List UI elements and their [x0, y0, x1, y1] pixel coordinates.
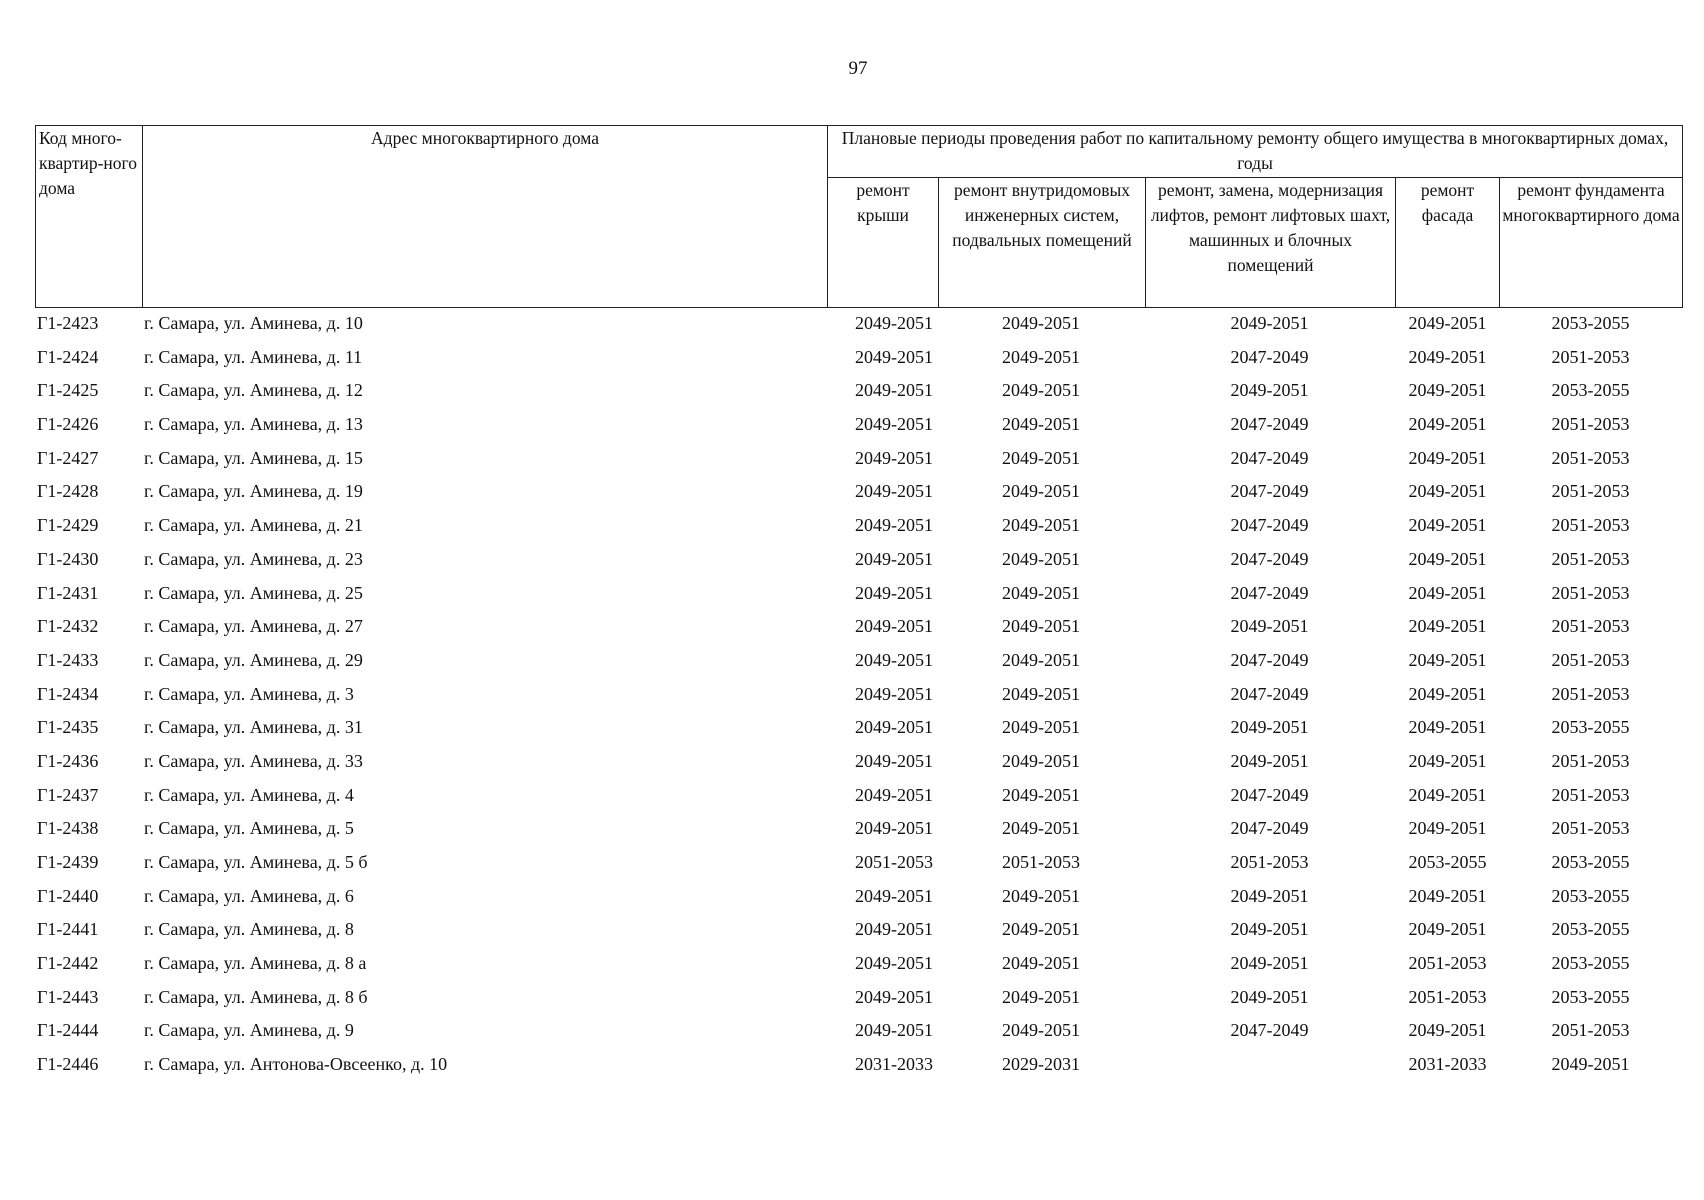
table-row [35, 745, 1682, 779]
table-row [35, 1014, 1682, 1048]
cell-roof: 2049-2051 [855, 649, 933, 670]
cell-code: Г1-2437 [37, 784, 99, 805]
cell-code: Г1-2423 [37, 313, 99, 333]
cell-facade: 2049-2051 [1408, 1020, 1487, 1041]
cell-code: Г1-2439 [37, 852, 99, 872]
cell-engineering: 2049-2051 [1002, 616, 1080, 637]
cell-code: Г1-2425 [37, 380, 99, 401]
cell-facade: 2049-2051 [1408, 447, 1487, 468]
cell-code: Г1-2440 [37, 885, 99, 906]
cell-roof: 2049-2051 [855, 548, 933, 569]
cell-facade: 2049-2051 [1408, 313, 1487, 333]
cell-address: г. Самара, ул. Аминева, д. 8 [144, 919, 354, 940]
cell-roof: 2049-2051 [855, 447, 933, 468]
table-row [35, 341, 1682, 375]
cell-lifts: 2049-2051 [1230, 986, 1309, 1007]
cell-lifts: 2047-2049 [1230, 582, 1309, 603]
cell-engineering: 2049-2051 [1002, 380, 1080, 401]
cell-address: г. Самара, ул. Антонова-Овсеенко, д. 10 [144, 1054, 448, 1075]
cell-foundation: 2051-2053 [1551, 548, 1630, 569]
cell-code: Г1-2429 [37, 515, 99, 536]
cell-code: Г1-2431 [37, 582, 99, 603]
header-code: Код много-квартир-ного дома [36, 126, 143, 308]
cell-lifts: 2049-2051 [1230, 380, 1309, 401]
cell-code: Г1-2435 [37, 717, 99, 738]
cell-address: г. Самара, ул. Аминева, д. 21 [144, 515, 363, 536]
cell-lifts: 2047-2049 [1230, 818, 1309, 839]
cell-foundation: 2051-2053 [1551, 447, 1630, 468]
cell-address: г. Самара, ул. Аминева, д. 15 [144, 447, 363, 468]
table-row [35, 913, 1682, 947]
cell-address: г. Самара, ул. Аминева, д. 8 а [144, 953, 367, 974]
cell-roof: 2049-2051 [855, 582, 933, 603]
table-row [35, 442, 1682, 476]
cell-code: Г1-2438 [37, 818, 99, 839]
cell-address: г. Самара, ул. Аминева, д. 23 [144, 548, 363, 569]
table-body [35, 307, 1682, 1082]
cell-code: Г1-2424 [37, 346, 99, 367]
cell-code: Г1-2434 [37, 683, 99, 704]
cell-code: Г1-2432 [37, 616, 99, 637]
cell-facade: 2049-2051 [1408, 919, 1487, 940]
cell-facade: 2049-2051 [1408, 582, 1487, 603]
cell-roof: 2049-2051 [855, 380, 933, 401]
cell-roof: 2049-2051 [855, 750, 933, 771]
page-number: 97 [848, 58, 868, 79]
table-row [35, 812, 1682, 846]
cell-address: г. Самара, ул. Аминева, д. 31 [144, 717, 363, 738]
cell-foundation: 2053-2055 [1551, 313, 1630, 333]
cell-facade: 2031-2033 [1408, 1054, 1487, 1075]
cell-code: Г1-2442 [37, 953, 99, 974]
cell-engineering: 2049-2051 [1002, 548, 1080, 569]
cell-address: г. Самара, ул. Аминева, д. 10 [144, 313, 363, 333]
cell-foundation: 2051-2053 [1551, 818, 1630, 839]
header-periods: Плановые периоды проведения работ по капитальному ремонту общего имущества в многоквартирных домах, годы [828, 126, 1683, 178]
cell-foundation: 2053-2055 [1551, 919, 1630, 940]
cell-address: г. Самара, ул. Аминева, д. 5 б [144, 852, 368, 872]
cell-facade: 2049-2051 [1408, 818, 1487, 839]
cell-address: г. Самара, ул. Аминева, д. 27 [144, 616, 363, 637]
cell-facade: 2049-2051 [1408, 649, 1487, 670]
cell-facade: 2049-2051 [1408, 548, 1487, 569]
cell-foundation: 2051-2053 [1551, 414, 1630, 435]
cell-foundation: 2053-2055 [1551, 380, 1630, 401]
cell-lifts: 2049-2051 [1230, 616, 1309, 637]
table-row [35, 307, 1682, 341]
cell-foundation: 2051-2053 [1551, 582, 1630, 603]
table-row [35, 610, 1682, 644]
cell-engineering: 2049-2051 [1002, 784, 1080, 805]
cell-roof: 2049-2051 [855, 346, 933, 367]
cell-lifts: 2049-2051 [1230, 953, 1309, 974]
cell-engineering: 2049-2051 [1002, 582, 1080, 603]
cell-lifts: 2047-2049 [1230, 481, 1309, 502]
table-row [35, 543, 1682, 577]
cell-roof: 2049-2051 [855, 784, 933, 805]
cell-engineering: 2049-2051 [1002, 986, 1080, 1007]
cell-code: Г1-2427 [37, 447, 99, 468]
table-row [35, 644, 1682, 678]
cell-facade: 2049-2051 [1408, 717, 1487, 738]
cell-address: г. Самара, ул. Аминева, д. 25 [144, 582, 363, 603]
cell-roof: 2051-2053 [855, 852, 933, 872]
table-row [35, 880, 1682, 914]
cell-address: г. Самара, ул. Аминева, д. 4 [144, 784, 354, 805]
cell-roof: 2049-2051 [855, 717, 933, 738]
table-row [35, 374, 1682, 408]
cell-facade: 2049-2051 [1408, 346, 1487, 367]
cell-code: Г1-2430 [37, 548, 99, 569]
table-row [35, 678, 1682, 712]
cell-facade: 2049-2051 [1408, 515, 1487, 536]
cell-foundation: 2051-2053 [1551, 515, 1630, 536]
cell-lifts: 2047-2049 [1230, 683, 1309, 704]
cell-foundation: 2053-2055 [1551, 717, 1630, 738]
table-row [35, 577, 1682, 611]
cell-code: Г1-2428 [37, 481, 99, 502]
cell-address: г. Самара, ул. Аминева, д. 33 [144, 750, 363, 771]
header-address: Адрес многоквартирного дома [143, 126, 828, 308]
cell-foundation: 2051-2053 [1551, 1020, 1630, 1041]
cell-engineering: 2049-2051 [1002, 414, 1080, 435]
cell-foundation: 2051-2053 [1551, 481, 1630, 502]
cell-lifts: 2047-2049 [1230, 1020, 1309, 1041]
cell-engineering: 2049-2051 [1002, 1020, 1080, 1041]
cell-lifts: 2047-2049 [1230, 447, 1309, 468]
cell-address: г. Самара, ул. Аминева, д. 11 [144, 346, 363, 367]
cell-engineering: 2049-2051 [1002, 717, 1080, 738]
cell-lifts: 2049-2051 [1230, 885, 1309, 906]
cell-roof: 2049-2051 [855, 953, 933, 974]
cell-roof: 2049-2051 [855, 616, 933, 637]
table-row [35, 711, 1682, 745]
cell-engineering: 2049-2051 [1002, 481, 1080, 502]
cell-code: Г1-2441 [37, 919, 99, 940]
cell-address: г. Самара, ул. Аминева, д. 29 [144, 649, 363, 670]
cell-facade: 2051-2053 [1408, 953, 1487, 974]
table-row [35, 509, 1682, 543]
header-engineering: ремонт внутридомовых инженерных систем, подвальных помещений [939, 178, 1146, 308]
cell-roof: 2049-2051 [855, 986, 933, 1007]
cell-facade: 2053-2055 [1408, 852, 1487, 872]
cell-foundation: 2049-2051 [1551, 1054, 1630, 1075]
cell-foundation: 2051-2053 [1551, 784, 1630, 805]
cell-engineering: 2049-2051 [1002, 346, 1080, 367]
cell-foundation: 2051-2053 [1551, 616, 1630, 637]
cell-lifts: 2047-2049 [1230, 548, 1309, 569]
cell-roof: 2049-2051 [855, 481, 933, 502]
table-row [35, 779, 1682, 813]
cell-address: г. Самара, ул. Аминева, д. 5 [144, 818, 354, 839]
cell-engineering: 2049-2051 [1002, 818, 1080, 839]
cell-lifts: 2049-2051 [1230, 750, 1309, 771]
cell-roof: 2049-2051 [855, 1020, 933, 1041]
cell-engineering: 2051-2053 [1002, 852, 1080, 872]
cell-roof: 2049-2051 [855, 885, 933, 906]
table-row [35, 981, 1682, 1015]
cell-address: г. Самара, ул. Аминева, д. 13 [144, 414, 363, 435]
cell-engineering: 2049-2051 [1002, 953, 1080, 974]
cell-foundation: 2051-2053 [1551, 649, 1630, 670]
table-row [35, 408, 1682, 442]
cell-facade: 2049-2051 [1408, 683, 1487, 704]
cell-engineering: 2049-2051 [1002, 919, 1080, 940]
cell-facade: 2049-2051 [1408, 380, 1487, 401]
cell-roof: 2049-2051 [855, 818, 933, 839]
cell-engineering: 2049-2051 [1002, 750, 1080, 771]
cell-address: г. Самара, ул. Аминева, д. 19 [144, 481, 363, 502]
cell-foundation: 2051-2053 [1551, 683, 1630, 704]
cell-roof: 2049-2051 [855, 414, 933, 435]
header-foundation: ремонт фундамента многоквартирного дома [1500, 178, 1683, 308]
cell-roof: 2049-2051 [855, 683, 933, 704]
cell-foundation: 2051-2053 [1551, 750, 1630, 771]
cell-code: Г1-2433 [37, 649, 99, 670]
cell-address: г. Самара, ул. Аминева, д. 8 б [144, 986, 368, 1007]
cell-roof: 2031-2033 [855, 1054, 933, 1075]
cell-lifts: 2049-2051 [1230, 717, 1309, 738]
cell-code: Г1-2443 [37, 986, 99, 1007]
cell-facade: 2049-2051 [1408, 616, 1487, 637]
cell-lifts: 2047-2049 [1230, 515, 1309, 536]
cell-facade: 2049-2051 [1408, 784, 1487, 805]
cell-lifts: 2049-2051 [1230, 313, 1309, 333]
cell-lifts: 2051-2053 [1230, 852, 1309, 872]
cell-code: Г1-2444 [37, 1020, 99, 1041]
cell-facade: 2051-2053 [1408, 986, 1487, 1007]
table-row [35, 846, 1682, 880]
cell-engineering: 2049-2051 [1002, 515, 1080, 536]
cell-code: Г1-2426 [37, 414, 99, 435]
cell-foundation: 2053-2055 [1551, 953, 1630, 974]
cell-code: Г1-2446 [37, 1054, 99, 1075]
header-roof: ремонт крыши [828, 178, 939, 308]
cell-foundation: 2053-2055 [1551, 885, 1630, 906]
cell-lifts: 2047-2049 [1230, 414, 1309, 435]
cell-address: г. Самара, ул. Аминева, д. 6 [144, 885, 354, 906]
cell-foundation: 2051-2053 [1551, 346, 1630, 367]
cell-engineering: 2049-2051 [1002, 313, 1080, 333]
cell-foundation: 2053-2055 [1551, 986, 1630, 1007]
cell-roof: 2049-2051 [855, 313, 933, 333]
table-header [35, 125, 1683, 308]
cell-engineering: 2049-2051 [1002, 885, 1080, 906]
cell-facade: 2049-2051 [1408, 750, 1487, 771]
table-row [35, 475, 1682, 509]
cell-lifts: 2047-2049 [1230, 346, 1309, 367]
cell-engineering: 2049-2051 [1002, 683, 1080, 704]
cell-engineering: 2029-2031 [1002, 1054, 1080, 1075]
cell-address: г. Самара, ул. Аминева, д. 12 [144, 380, 363, 401]
table-row [35, 947, 1682, 981]
table-row [35, 1048, 1682, 1082]
cell-facade: 2049-2051 [1408, 885, 1487, 906]
cell-lifts: 2047-2049 [1230, 649, 1309, 670]
cell-address: г. Самара, ул. Аминева, д. 9 [144, 1020, 354, 1041]
cell-address: г. Самара, ул. Аминева, д. 3 [144, 683, 354, 704]
cell-facade: 2049-2051 [1408, 481, 1487, 502]
cell-facade: 2049-2051 [1408, 414, 1487, 435]
cell-engineering: 2049-2051 [1002, 447, 1080, 468]
header-lifts: ремонт, замена, модернизация лифтов, ремонт лифтовых шахт, машинных и блочных помещений [1146, 178, 1396, 308]
cell-engineering: 2049-2051 [1002, 649, 1080, 670]
header-facade: ремонт фасада [1396, 178, 1500, 308]
cell-roof: 2049-2051 [855, 919, 933, 940]
cell-roof: 2049-2051 [855, 515, 933, 536]
cell-lifts: 2049-2051 [1230, 919, 1309, 940]
cell-foundation: 2053-2055 [1551, 852, 1630, 872]
cell-code: Г1-2436 [37, 750, 99, 771]
cell-lifts: 2047-2049 [1230, 784, 1309, 805]
